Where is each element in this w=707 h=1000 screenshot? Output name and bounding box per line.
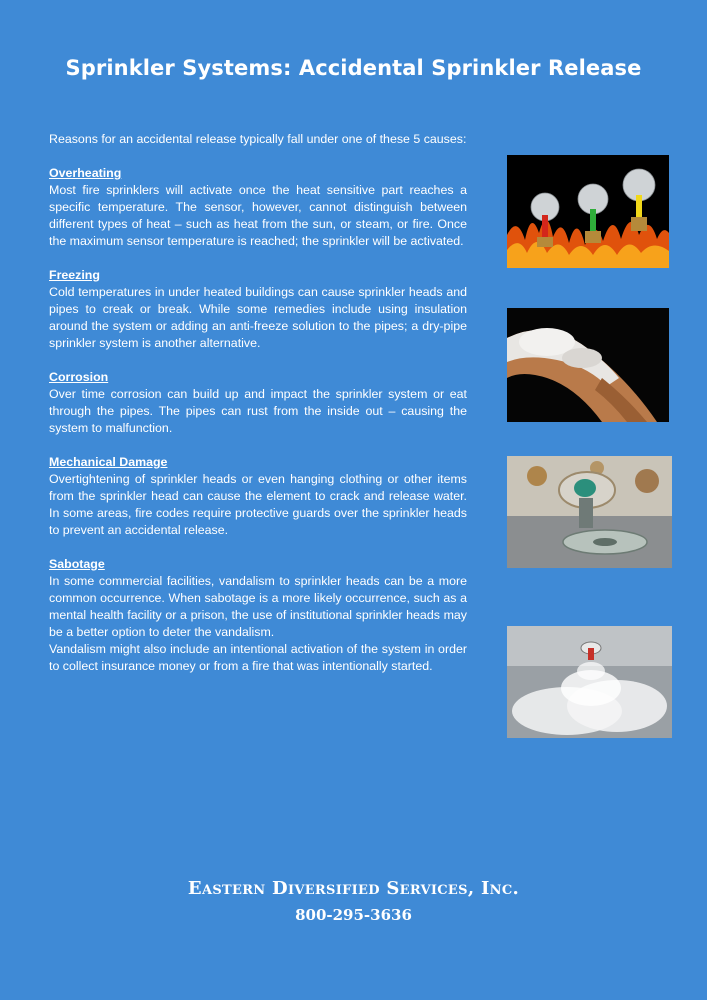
section-mechanical-damage [49,454,467,539]
section-paragraph: In some commercial facilities, vandalism to sprinkler heads can be a more common occurrence. When sabotage is a more likely occurrence, such as a mental health facility or a prison, the use of institutional sprinkler heads may be a better option to deter the vandalism. [49,574,467,639]
section-paragraph: Vandalism might also include an intentional activation of the system in order to collect insurance money or from a fire that was intentionally started. [49,642,467,673]
frozen-pipe-image [507,308,669,422]
section-paragraph: Most fire sprinklers will activate once the heat sensitive part reaches a specific temperature. The sensor, however, cannot distinguish between different types of heat – such as heat from the sun, or steam, or fire. Once the maximum sensor temperature is reached; the sprinkler will be activated. [49,183,467,248]
section-heading: Corrosion [49,370,109,384]
section-heading: Freezing [49,268,100,282]
section-heading: Overheating [49,166,122,180]
section-paragraph: Cold temperatures in under heated buildings can cause sprinkler heads and pipes to creak or break. While some remedies include using insulation around the system or adding an anti-freeze solution to the pipes; a dry-pipe sprinkler system is another alternative. [49,285,467,350]
company-name: Eastern Diversified Services, Inc. [187,878,520,899]
section-corrosion [49,369,467,437]
intro-text: Reasons for an accidental release typically fall under one of these 5 causes: [49,132,467,146]
company-phone: 800-295-3636 [295,906,412,924]
section-paragraph: Overtightening of sprinkler heads or even hanging clothing or other items from the sprinkler head can cause the element to crack and release water. In some areas, fire codes require protective guards over the sprinkler heads to prevent an accidental release. [49,472,467,537]
section-sabotage [49,556,467,675]
section-heading: Mechanical Damage [49,455,168,469]
section-overheating [49,165,467,250]
sprinkler-spray-image [507,626,672,738]
section-heading: Sabotage [49,557,105,571]
page-title: Sprinkler Systems: Accidental Sprinkler Release [65,56,642,80]
corroded-sprinkler-image [507,456,672,568]
section-freezing [49,267,467,352]
body-text [49,131,467,692]
sprinklers-fire-image [507,155,669,268]
section-paragraph: Over time corrosion can build up and impact the sprinkler system or eat through the pipes. The pipes can rust from the inside out – causing the system to malfunction. [49,387,467,435]
